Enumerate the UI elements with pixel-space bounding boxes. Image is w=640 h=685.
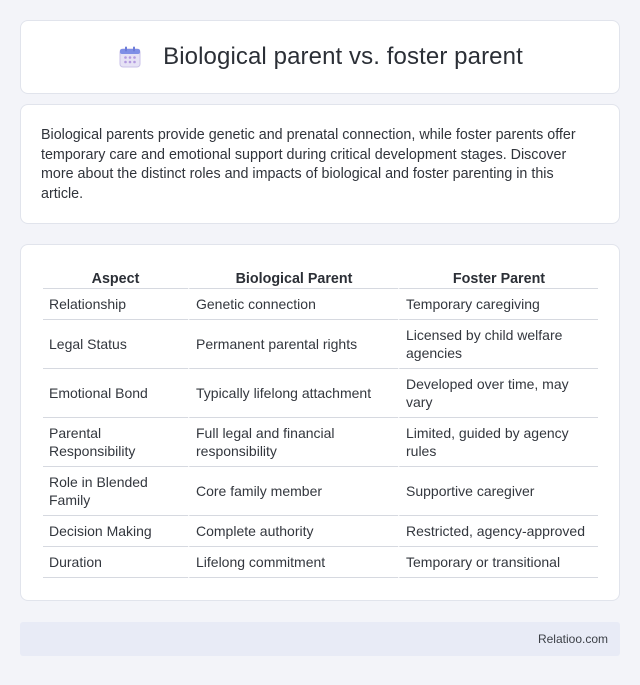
cell-foster: Temporary caregiving: [398, 289, 598, 320]
cell-foster: Supportive caregiver: [398, 467, 598, 516]
table-row: [43, 467, 598, 516]
cell-aspect: Legal Status: [43, 320, 188, 369]
table-row: [43, 289, 598, 320]
cell-biological: Typically lifelong attachment: [188, 369, 398, 418]
cell-aspect: Role in Blended Family: [43, 467, 188, 516]
cell-biological: Genetic connection: [188, 289, 398, 320]
table-row: [43, 418, 598, 467]
cell-foster: Limited, guided by agency rules: [398, 418, 598, 467]
title-wrap: [117, 43, 523, 71]
cell-biological: Complete authority: [188, 516, 398, 547]
cell-aspect: Duration: [43, 547, 188, 578]
table-row: [43, 320, 598, 369]
footer-brand[interactable]: Relatioo.com: [537, 632, 608, 646]
cell-aspect: Decision Making: [43, 516, 188, 547]
cell-biological: Permanent parental rights: [188, 320, 398, 369]
cell-biological: Core family member: [188, 467, 398, 516]
column-header-biological: Biological Parent: [188, 267, 398, 289]
cell-aspect: Parental Responsibility: [43, 418, 188, 467]
column-header-foster: Foster Parent: [398, 267, 598, 289]
table-row: [43, 516, 598, 547]
comparison-table: [43, 267, 598, 578]
table-row: [43, 547, 598, 578]
cell-biological: Full legal and financial responsibility: [188, 418, 398, 467]
table-card: [20, 244, 620, 601]
cell-aspect: Emotional Bond: [43, 369, 188, 418]
page-title: Biological parent vs. foster parent: [163, 43, 523, 70]
cell-foster: Restricted, agency-approved: [398, 516, 598, 547]
column-header-aspect: Aspect: [43, 267, 188, 289]
calendar-icon: [117, 44, 143, 70]
cell-foster: Licensed by child welfare agencies: [398, 320, 598, 369]
cell-aspect: Relationship: [43, 289, 188, 320]
table-header-row: [43, 267, 598, 289]
title-card: [20, 20, 620, 94]
table-row: [43, 369, 598, 418]
footer-bar: [20, 622, 620, 656]
cell-foster: Temporary or transitional: [398, 547, 598, 578]
cell-foster: Developed over time, may vary: [398, 369, 598, 418]
intro-card: [20, 104, 620, 224]
intro-text: Biological parents provide genetic and prenatal connection, while foster parents offer temporary care and emotional support during critical development stages. Discover more about the distinct roles and impacts of biological and foster parenting in this article.: [41, 127, 576, 202]
cell-biological: Lifelong commitment: [188, 547, 398, 578]
